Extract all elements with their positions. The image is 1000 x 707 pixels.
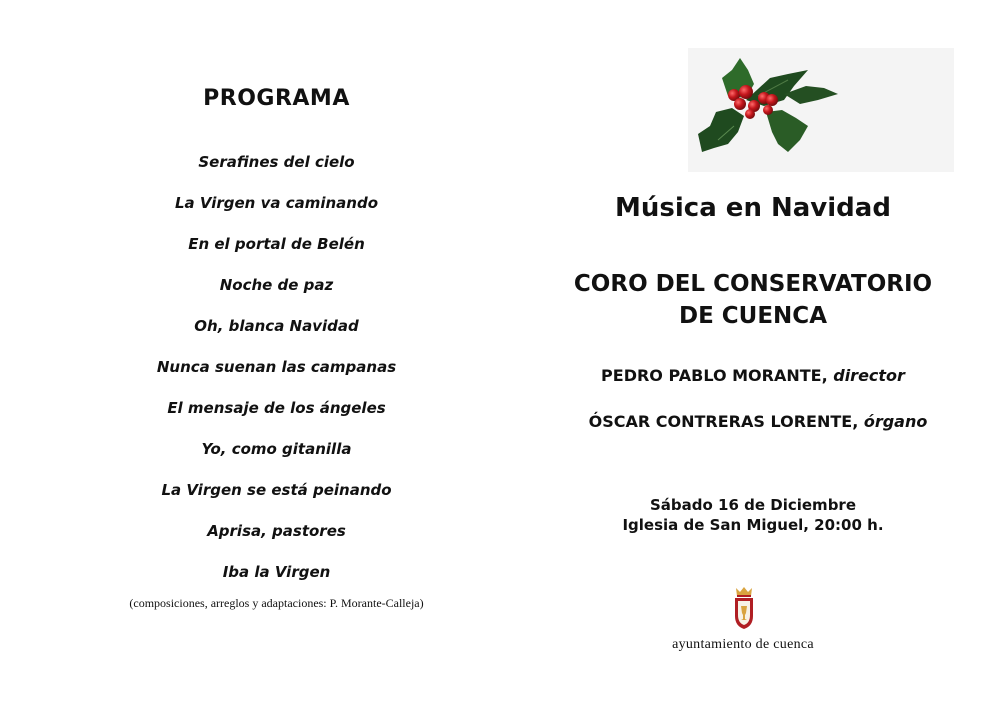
crest-graphic (732, 586, 756, 630)
director-credit (553, 366, 953, 385)
director-name: PEDRO PABLO MORANTE, (601, 366, 828, 385)
arrangement-credits: (composiciones, arreglos y adaptaciones: P. Morante-Calleja) (129, 596, 424, 610)
song-item: Yo, como gitanilla (201, 440, 352, 458)
holly-image (688, 48, 954, 172)
song-item: En el portal de Belén (188, 235, 365, 253)
event-date-venue (553, 495, 953, 535)
song-item: Aprisa, pastores (207, 522, 346, 540)
cover-panel (553, 0, 1000, 707)
event-title: Música en Navidad (615, 193, 891, 223)
city-council-name: ayuntamiento de cuenca (672, 637, 814, 652)
organist-role: órgano (863, 412, 928, 431)
song-item: Serafines del cielo (198, 153, 355, 171)
program-title: PROGRAMA (203, 86, 350, 111)
song-item: Noche de paz (219, 276, 334, 294)
event-date: Sábado 16 de Diciembre (649, 496, 856, 514)
choir-name (553, 268, 953, 332)
organist-credit (558, 412, 958, 431)
song-item: La Virgen va caminando (174, 194, 379, 212)
director-role: director (833, 366, 905, 385)
song-item: El mensaje de los ángeles (167, 399, 386, 417)
coat-of-arms-icon (732, 586, 756, 630)
song-item: Iba la Virgen (222, 563, 331, 581)
song-list (0, 150, 553, 601)
event-venue: Iglesia de San Miguel, 20:00 h. (622, 516, 884, 534)
choir-name-line2: DE CUENCA (678, 303, 827, 329)
choir-name-line1: CORO DEL CONSERVATORIO (573, 271, 933, 297)
organist-name: ÓSCAR CONTRERAS LORENTE, (588, 412, 859, 431)
song-item: Nunca suenan las campanas (156, 358, 397, 376)
song-item: La Virgen se está peinando (161, 481, 392, 499)
song-item: Oh, blanca Navidad (194, 317, 359, 335)
holly-icon (688, 48, 954, 172)
